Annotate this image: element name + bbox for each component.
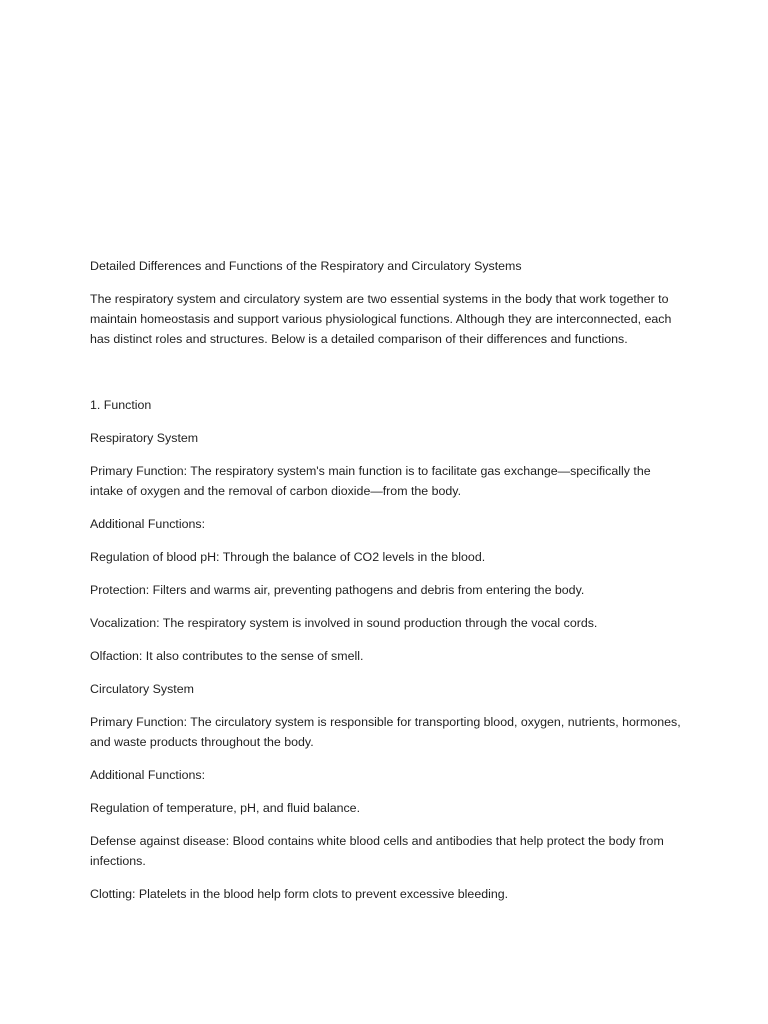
circulatory-primary-function: Primary Function: The circulatory system is responsible for transporting blood, oxygen, nutrients, hormones, and waste products throughout the body. — [90, 715, 681, 749]
respiratory-item-ph: Regulation of blood pH: Through the balance of CO2 levels in the blood. — [90, 550, 486, 564]
respiratory-heading: Respiratory System — [90, 431, 199, 445]
circulatory-item-defense: Defense against disease: Blood contains white blood cells and antibodies that help protect the body from infections. — [90, 834, 664, 868]
circulatory-item-clotting: Clotting: Platelets in the blood help form clots to prevent excessive bleeding. — [90, 887, 509, 901]
respiratory-primary-function: Primary Function: The respiratory system's main function is to facilitate gas exchange—specifically the intake of oxygen and the removal of carbon dioxide—from the body. — [90, 464, 651, 498]
respiratory-item-olfaction: Olfaction: It also contributes to the sense of smell. — [90, 649, 364, 663]
blank-space — [90, 362, 682, 395]
circulatory-item-regulation: Regulation of temperature, pH, and fluid balance. — [90, 801, 361, 815]
respiratory-item-vocalization: Vocalization: The respiratory system is involved in sound production through the vocal cords. — [90, 616, 598, 630]
respiratory-item-protection: Protection: Filters and warms air, preventing pathogens and debris from entering the body. — [90, 583, 585, 597]
document-title: Detailed Differences and Functions of the Respiratory and Circulatory Systems — [90, 259, 522, 273]
circulatory-heading: Circulatory System — [90, 682, 194, 696]
section-heading-function: 1. Function — [90, 398, 152, 412]
intro-paragraph: The respiratory system and circulatory system are two essential systems in the body that work together to maintain homeostasis and support various physiological functions. Although they are interconnected, each has distinct roles and structures. Below is a detailed comparison of their differences and functions. — [90, 292, 672, 346]
respiratory-additional-heading: Additional Functions: — [90, 517, 206, 531]
document-body — [90, 256, 682, 917]
circulatory-additional-heading: Additional Functions: — [90, 768, 206, 782]
